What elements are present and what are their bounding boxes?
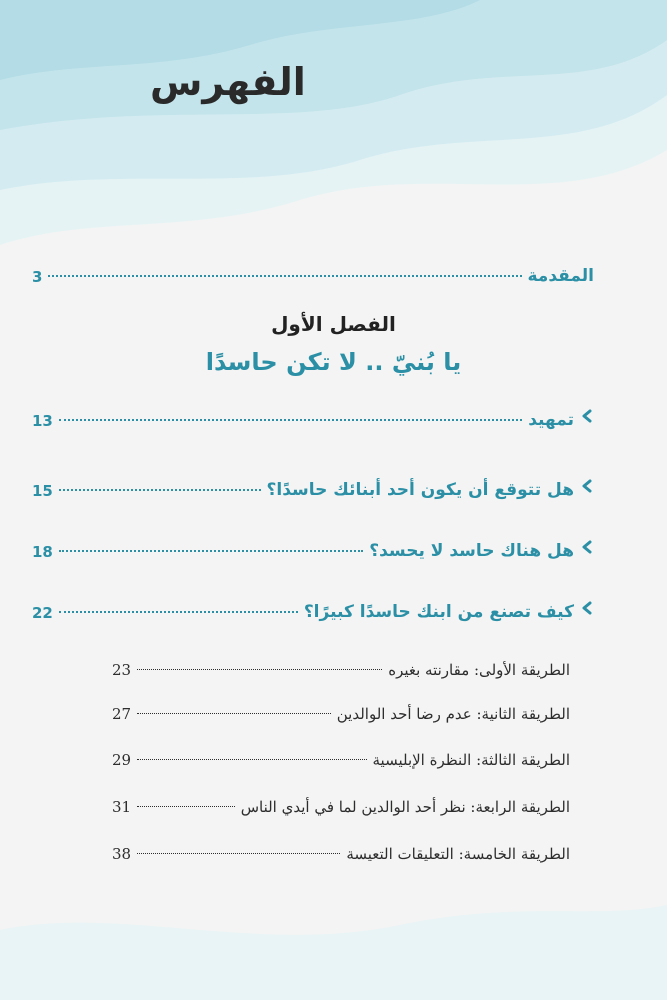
toc-entry-label: الطريقة الخامسة: التعليقات التعيسة (346, 845, 570, 863)
dot-leader (137, 853, 340, 854)
chapter-number: الفصل الأول (271, 312, 396, 336)
toc-entry-label: تمهيد (528, 410, 574, 430)
toc-entry-section[interactable] (32, 396, 594, 430)
toc-entry-subsection[interactable] (112, 735, 570, 769)
toc-entry-subsection[interactable] (112, 689, 570, 723)
toc-page-number: 15 (32, 482, 53, 500)
toc-page-number: 18 (32, 543, 53, 561)
toc-entry-subsection[interactable] (112, 829, 570, 863)
chevron-left-icon (580, 479, 594, 493)
toc-entry-subsection[interactable] (112, 782, 570, 816)
toc-entry-section[interactable] (32, 588, 594, 622)
toc-page-number: 3 (32, 268, 43, 286)
toc-page-number: 22 (32, 604, 53, 622)
toc-entry-label: الطريقة الأولى: مقارنته بغيره (388, 661, 570, 679)
chevron-left-icon (580, 540, 594, 554)
toc-page-number: 31 (112, 798, 132, 816)
dot-leader (137, 713, 331, 714)
chapter-title: يا بُنيّ .. لا تكن حاسدًا (205, 348, 462, 376)
toc-entry-label: هل تتوقع أن يكون أحد أبنائك حاسدًا؟ (266, 480, 574, 500)
dot-leader (137, 669, 382, 670)
toc-entry-label: الطريقة الثالثة: النظرة الإبليسية (372, 751, 570, 769)
toc-page-number: 13 (32, 412, 53, 430)
toc-entry-label: المقدمة (527, 266, 594, 286)
dot-leader (48, 275, 521, 277)
toc-entry-subsection[interactable] (112, 645, 570, 679)
page-title: الفهرس (150, 60, 306, 104)
toc-entry-label: الطريقة الرابعة: نظر أحد الوالدين لما في أيدي الناس (240, 798, 570, 816)
toc-entry-label: هل هناك حاسد لا يحسد؟ (369, 541, 574, 561)
chevron-left-icon (580, 601, 594, 615)
toc-entry-label: الطريقة الثانية: عدم رضا أحد الوالدين (336, 705, 570, 723)
toc-entry-intro[interactable] (32, 252, 594, 286)
toc-entry-section[interactable] (32, 466, 594, 500)
toc-entry-label: كيف تصنع من ابنك حاسدًا كبيرًا؟ (303, 602, 574, 622)
dot-leader (137, 759, 366, 760)
dot-leader (59, 489, 261, 491)
toc-entry-section[interactable] (32, 527, 594, 561)
chevron-left-icon (580, 409, 594, 423)
dot-leader (59, 611, 298, 613)
dot-leader (137, 806, 235, 807)
dot-leader (59, 550, 363, 552)
dot-leader (59, 419, 522, 421)
toc-page-number: 27 (112, 705, 132, 723)
toc-page-number: 29 (112, 751, 132, 769)
toc-page-number: 38 (112, 845, 132, 863)
toc-page-number: 23 (112, 661, 132, 679)
